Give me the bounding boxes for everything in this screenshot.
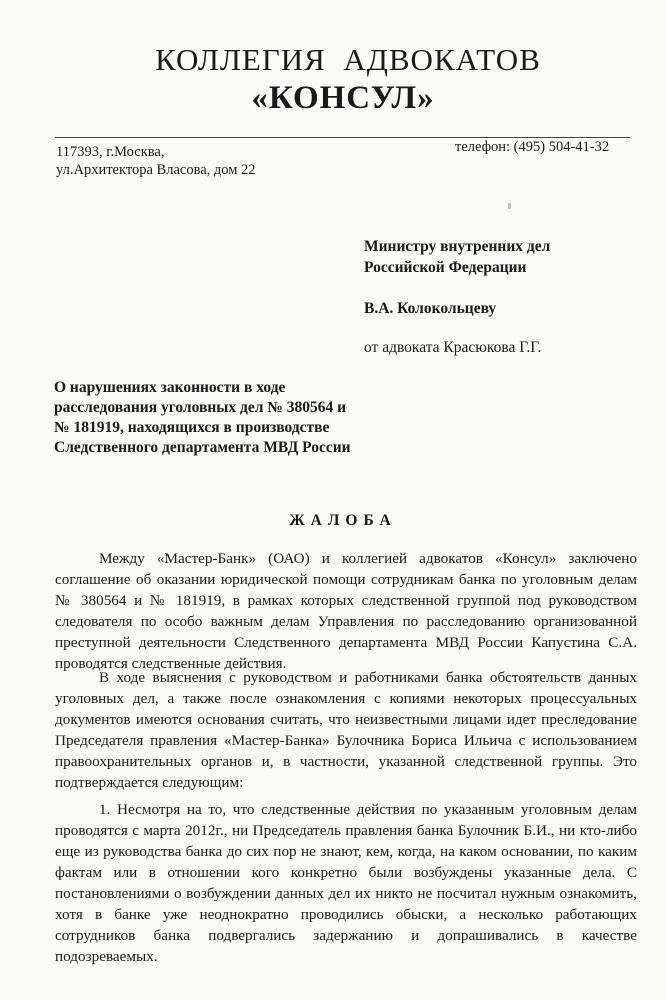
paragraph-2: В ходе выяснения с руководством и работниками банка обстоятельств данных уголовных дел, а также после ознакомления с копиями некоторых процессуальных документов имеются основания считать, что неизвестными лицами идет преследование Председателя правления «Мастер-Банка» Булочника Бориса Ильича с использованием правоохранительных органов и, в частности, указанной следственной группы. Это подтверждается следующим: (55, 669, 637, 791)
org-brand: «КОНСУЛ» (251, 80, 435, 116)
address-line2: ул.Архитектора Власова, дом 22 (56, 162, 256, 178)
document-title: ЖАЛОБА (289, 512, 397, 529)
subject: О нарушениях законности в ходе расследования уголовных дел № 380564 и № 181919, находящихся в производстве Следственного департамента МВД России (54, 379, 351, 456)
paragraph-3: 1. Несмотря на то, что следственные действия по указанным уголовным делам проводятся с марта 2012г., ни Председатель правления банка Булочник Б.И., ни кто-либо еще из руководства банка до сих пор не знают, кем, когда, на каком основании, по каким фактам или в отношении кого конкретно были возбуждены указанные дела. С постановлениями о возбуждении данных дел их никто не посчитал нужным ознакомить, хотя в банке уже неоднократно проводились обыски, а несколько работающих сотрудников банка подвергались задержанию и допрашивались в качестве подозреваемых. (55, 801, 637, 965)
paragraph-1: Между «Мастер-Банк» (ОАО) и коллегией адвокатов «Консул» заключено соглашение об оказании юридической помощи сотрудникам банка по уголовным делам № 380564 и № 181919, в рамках которых следственной группой под руководством следователя по особо важным делам Управления по расследованию организованной преступной деятельности Следственного департамента МВД России Капустина С.А. проводятся следственные действия. (55, 550, 637, 672)
header-rule (55, 137, 630, 138)
recipient-position-line2: Российской Федерации (364, 259, 527, 276)
phone: телефон: (495) 504-41-32 (455, 139, 610, 155)
org-name: КОЛЛЕГИЯ АДВОКАТОВ (155, 42, 541, 77)
sender-line: от адвоката Красюкова Г.Г. (364, 339, 542, 356)
address-line1: 117393, г.Москва, (56, 144, 165, 160)
scan-speck (508, 203, 511, 209)
recipient-name: В.А. Колокольцеву (364, 300, 497, 317)
recipient-position-line1: Министру внутренних дел (364, 238, 551, 255)
